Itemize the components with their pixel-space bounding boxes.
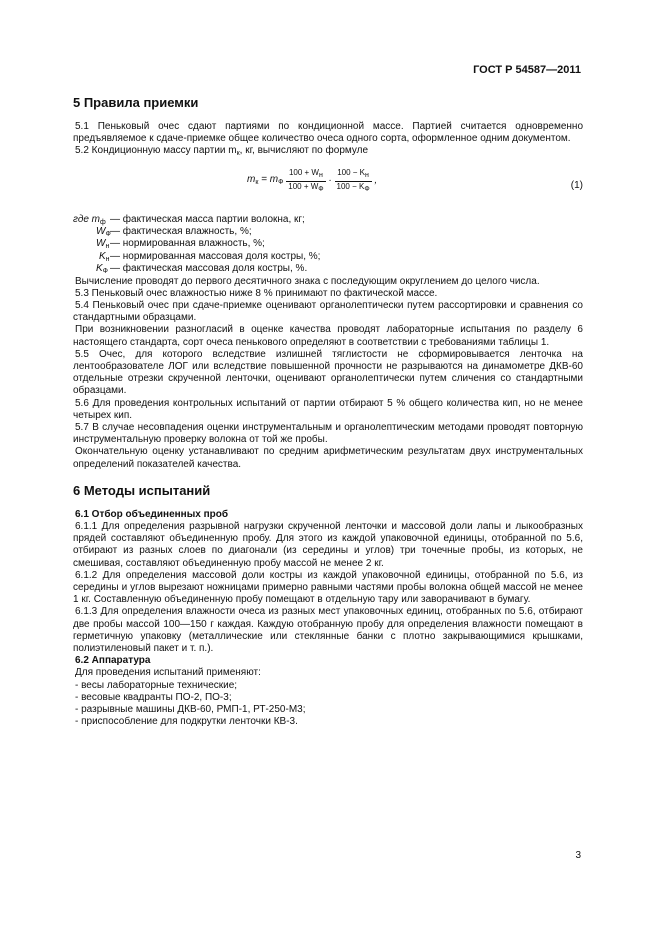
calculation-note: Вычисление проводят до первого десятичного знака с последующим округлением до целого числа. [75,275,540,287]
list-item: - весы лабораторные технические; [75,679,238,691]
paragraph-6-1-2: 6.1.2 Для определения массовой доли костры из каждой упаковочной единицы, отобранной по 5.6, из середины и углов вырезают ножницами примерно равными частями пробы волокна общей массой не менее 1 кг. Составленную объединенную пробу помещают в отдельную тару или заворачивают в бумагу. [73,569,583,606]
paragraph-5-7-continued: Окончательную оценку устанавливают по средним арифметическим результатам двух инструментальных определений показателей качества. [73,446,583,470]
list-item: - разрывные машины ДКВ-60, РМП-1, РТ-250-М3; [75,704,306,716]
paragraph-5-6: 5.6 Для проведения контрольных испытаний от партии отбирают 5 % общего количества кип, но не менее четырех кип. [73,397,583,421]
paragraph-5-4-continued: При возникновении разногласий в оценке качества проводят лабораторные испытания по разделу 6 настоящего стандарта, сорт очеса пенькового определяют в соответствии с требованиями таблицы 1. [73,324,583,348]
definition-row: $K_Ф$ — фактическая массовая доля костры, %. [96,263,308,276]
standard-header: ГОСТ Р 54587—2011 [473,64,581,76]
paragraph-5-1: 5.1 Пеньковый очес сдают партиями по кондиционной массе. Партией считается одновременно предъявляемое к сдаче-приемке общее количество очеса одного сорта, оформленное одним документом. [73,121,583,145]
paragraph-6-1-1: 6.1.1 Для определения разрывной нагрузки скрученной ленточки и массовой доли лапы и лыкообразных прядей составляют объединенную пробу. Для этого из каждой упаковочной единицы, отобранной по 5.6, отбирают из разных слоев по диагонали (из середины и углов) три точечные пробы, из которых, не смешивая, составляют объединенную пробу массой не менее 2 кг. [73,521,583,569]
definition-row: где $m_ф$ — фактическая масса партии волокна, кг; [73,213,305,226]
page-content [73,95,583,728]
page-number: 3 [575,850,581,861]
subsection-6-1-title: 6.1 Отбор объединенных проб [75,508,229,520]
paragraph-5-3: 5.3 Пеньковый очес влажностью ниже 8 % принимают по фактической массе. [75,287,438,299]
paragraph-5-7: 5.7 В случае несовпадения оценки инструментальным и органолептическим методами проводят повторную инструментальную проверку волокна от той же пробы. [73,422,583,446]
list-item: - весовые квадранты ПО-2, ПО-3; [75,691,232,703]
section-6-title: 6 Методы испытаний [73,482,211,498]
formula-expression: $m_к = m_Ф$ $\frac{100 + Wн}{100 + WФ}$ · $\frac{100 - Kн}{100 - KФ}$ , [247,167,378,193]
fraction-moisture: $\frac{100 + Wн}{100 + WФ}$ [288,167,324,193]
definition-row: $K_н$ — нормированная массовая доля костры, %; [99,250,321,263]
section-5-title: 5 Правила приемки [73,95,199,110]
paragraph-5-2: 5.2 Кондиционную массу партии $m_к$, кг, вычисляют по формуле [75,145,369,158]
paragraph-5-4: 5.4 Пеньковый очес при сдаче-приемке оценивают органолептически путем рассортировки и сравнения со стандартными образцами. [73,299,583,324]
definition-row: $W_н$ — нормированная влажность, %; [96,238,265,251]
list-item: - приспособление для подкрутки ленточки КВ-3. [75,716,298,728]
fraction-shive: $\frac{100 - Kн}{100 - KФ}$ [336,167,370,193]
formula-1 [73,164,583,210]
formula-number: (1) [570,179,583,191]
definition-row: $W_Ф$ — фактическая влажность, %; [96,226,252,238]
paragraph-5-5: 5.5 Очес, для которого вследствие излишней тяглистости не сформировывается ленточка на лентообразователе ЛОГ или вследствие повышенной прочности не разрываются на динамометре ДКВ-60 отдельные отрезки скрученной ленточки, оценивают органолептически путем сличения со стандартными образцами. [73,348,583,397]
formula-definitions [73,214,583,276]
paragraph-6-1-3: 6.1.3 Для определения влажности очеса из разных мест упаковочных единиц, отобранных по 5.6, отбирают две пробы массой 100—150 г каждая. Каждую отобранную пробу для определения влажности помещают в герметичную упаковку (металлические или стеклянные банки с плотно закрывающимися крышками, полиэтиленовый пакет и т. п.). [73,606,583,655]
paragraph-6-2: Для проведения испытаний применяют: [75,667,261,679]
subsection-6-2-title: 6.2 Аппаратура [75,655,151,667]
